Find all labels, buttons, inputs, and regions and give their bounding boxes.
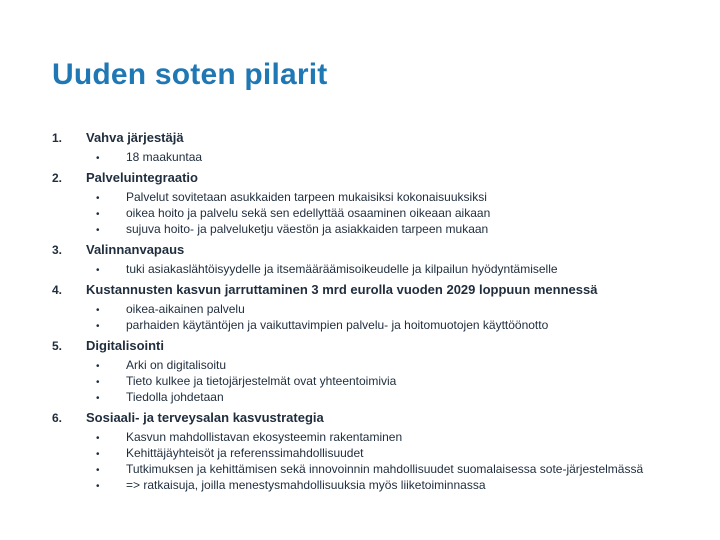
bullet-item — [52, 222, 702, 238]
bullet-text: oikea-aikainen palvelu — [126, 302, 245, 316]
bullet-item — [52, 430, 702, 446]
section-number: 1. — [52, 131, 63, 145]
bullet-text: Tiedolla johdetaan — [126, 390, 224, 404]
section-number: 3. — [52, 243, 63, 257]
section-header — [52, 170, 702, 190]
bullet-text: => ratkaisuja, joilla menestysmahdollisuuksia myös liiketoiminnassa — [126, 478, 486, 492]
bullet-list — [52, 302, 702, 338]
bullet-item — [52, 302, 702, 318]
bullet-text: Palvelut sovitetaan asukkaiden tarpeen mukaisiksi kokonaisuuksiksi — [126, 190, 487, 204]
bullet-text: Arki on digitalisoitu — [126, 358, 227, 372]
bullet-dot-icon: • — [96, 377, 100, 388]
bullet-list — [52, 358, 702, 410]
bullet-dot-icon: • — [96, 265, 100, 276]
pillar-section — [52, 282, 702, 338]
bullet-dot-icon: • — [96, 153, 100, 164]
pillar-section — [52, 170, 702, 242]
bullet-text: Kasvun mahdollistavan ekosysteemin rakentaminen — [126, 430, 403, 444]
bullet-text: Tutkimuksen ja kehittämisen sekä innovoinnin mahdollisuudet suomalaisessa sote-järjestelmässä — [126, 462, 644, 476]
bullet-dot-icon: • — [96, 305, 100, 316]
bullet-list — [52, 262, 702, 282]
bullet-item — [52, 358, 702, 374]
bullet-item — [52, 190, 702, 206]
bullet-item — [52, 462, 702, 478]
bullet-text: 18 maakuntaa — [126, 150, 203, 164]
bullet-text: tuki asiakaslähtöisyydelle ja itsemääräämisoikeudelle ja kilpailun hyödyntämiselle — [126, 262, 558, 276]
section-heading: Digitalisointi — [86, 338, 164, 353]
bullet-text: parhaiden käytäntöjen ja vaikuttavimpien palvelu- ja hoitomuotojen käyttöönotto — [126, 318, 549, 332]
bullet-dot-icon: • — [96, 361, 100, 372]
section-header — [52, 338, 702, 358]
section-heading: Kustannusten kasvun jarruttaminen 3 mrd eurolla vuoden 2029 loppuun mennessä — [86, 282, 598, 297]
pillar-section — [52, 242, 702, 282]
bullet-dot-icon: • — [96, 321, 100, 332]
bullet-item — [52, 150, 702, 166]
bullet-item — [52, 390, 702, 406]
bullet-item — [52, 374, 702, 390]
pillar-list — [52, 130, 702, 498]
section-header — [52, 130, 702, 150]
bullet-list — [52, 150, 702, 170]
section-number: 6. — [52, 411, 63, 425]
section-heading: Palveluintegraatio — [86, 170, 198, 185]
pillar-section — [52, 338, 702, 410]
bullet-dot-icon: • — [96, 225, 100, 236]
section-header — [52, 242, 702, 262]
bullet-dot-icon: • — [96, 433, 100, 444]
bullet-item — [52, 446, 702, 462]
section-number: 4. — [52, 283, 63, 297]
section-heading: Valinnanvapaus — [86, 242, 185, 257]
bullet-item — [52, 318, 702, 334]
bullet-list — [52, 190, 702, 242]
section-header — [52, 410, 702, 430]
bullet-item — [52, 206, 702, 222]
bullet-dot-icon: • — [96, 209, 100, 220]
section-heading: Sosiaali- ja terveysalan kasvustrategia — [86, 410, 324, 425]
bullet-dot-icon: • — [96, 393, 100, 404]
bullet-text: sujuva hoito- ja palveluketju väestön ja asiakkaiden tarpeen mukaan — [126, 222, 489, 236]
slide-title: Uuden soten pilarit — [52, 58, 328, 91]
bullet-text: Tieto kulkee ja tietojärjestelmät ovat yhteentoimivia — [126, 374, 397, 388]
section-number: 5. — [52, 339, 63, 353]
bullet-text: oikea hoito ja palvelu sekä sen edellyttää osaaminen oikeaan aikaan — [126, 206, 491, 220]
bullet-dot-icon: • — [96, 465, 100, 476]
pillar-section — [52, 410, 702, 498]
section-number: 2. — [52, 171, 63, 185]
bullet-dot-icon: • — [96, 481, 100, 492]
bullet-text: Kehittäjäyhteisöt ja referenssimahdollisuudet — [126, 446, 364, 460]
bullet-dot-icon: • — [96, 449, 100, 460]
bullet-dot-icon: • — [96, 193, 100, 204]
bullet-item — [52, 262, 702, 278]
section-heading: Vahva järjestäjä — [86, 130, 184, 145]
bullet-item — [52, 478, 702, 494]
section-header — [52, 282, 702, 302]
pillar-section — [52, 130, 702, 170]
bullet-list — [52, 430, 702, 498]
